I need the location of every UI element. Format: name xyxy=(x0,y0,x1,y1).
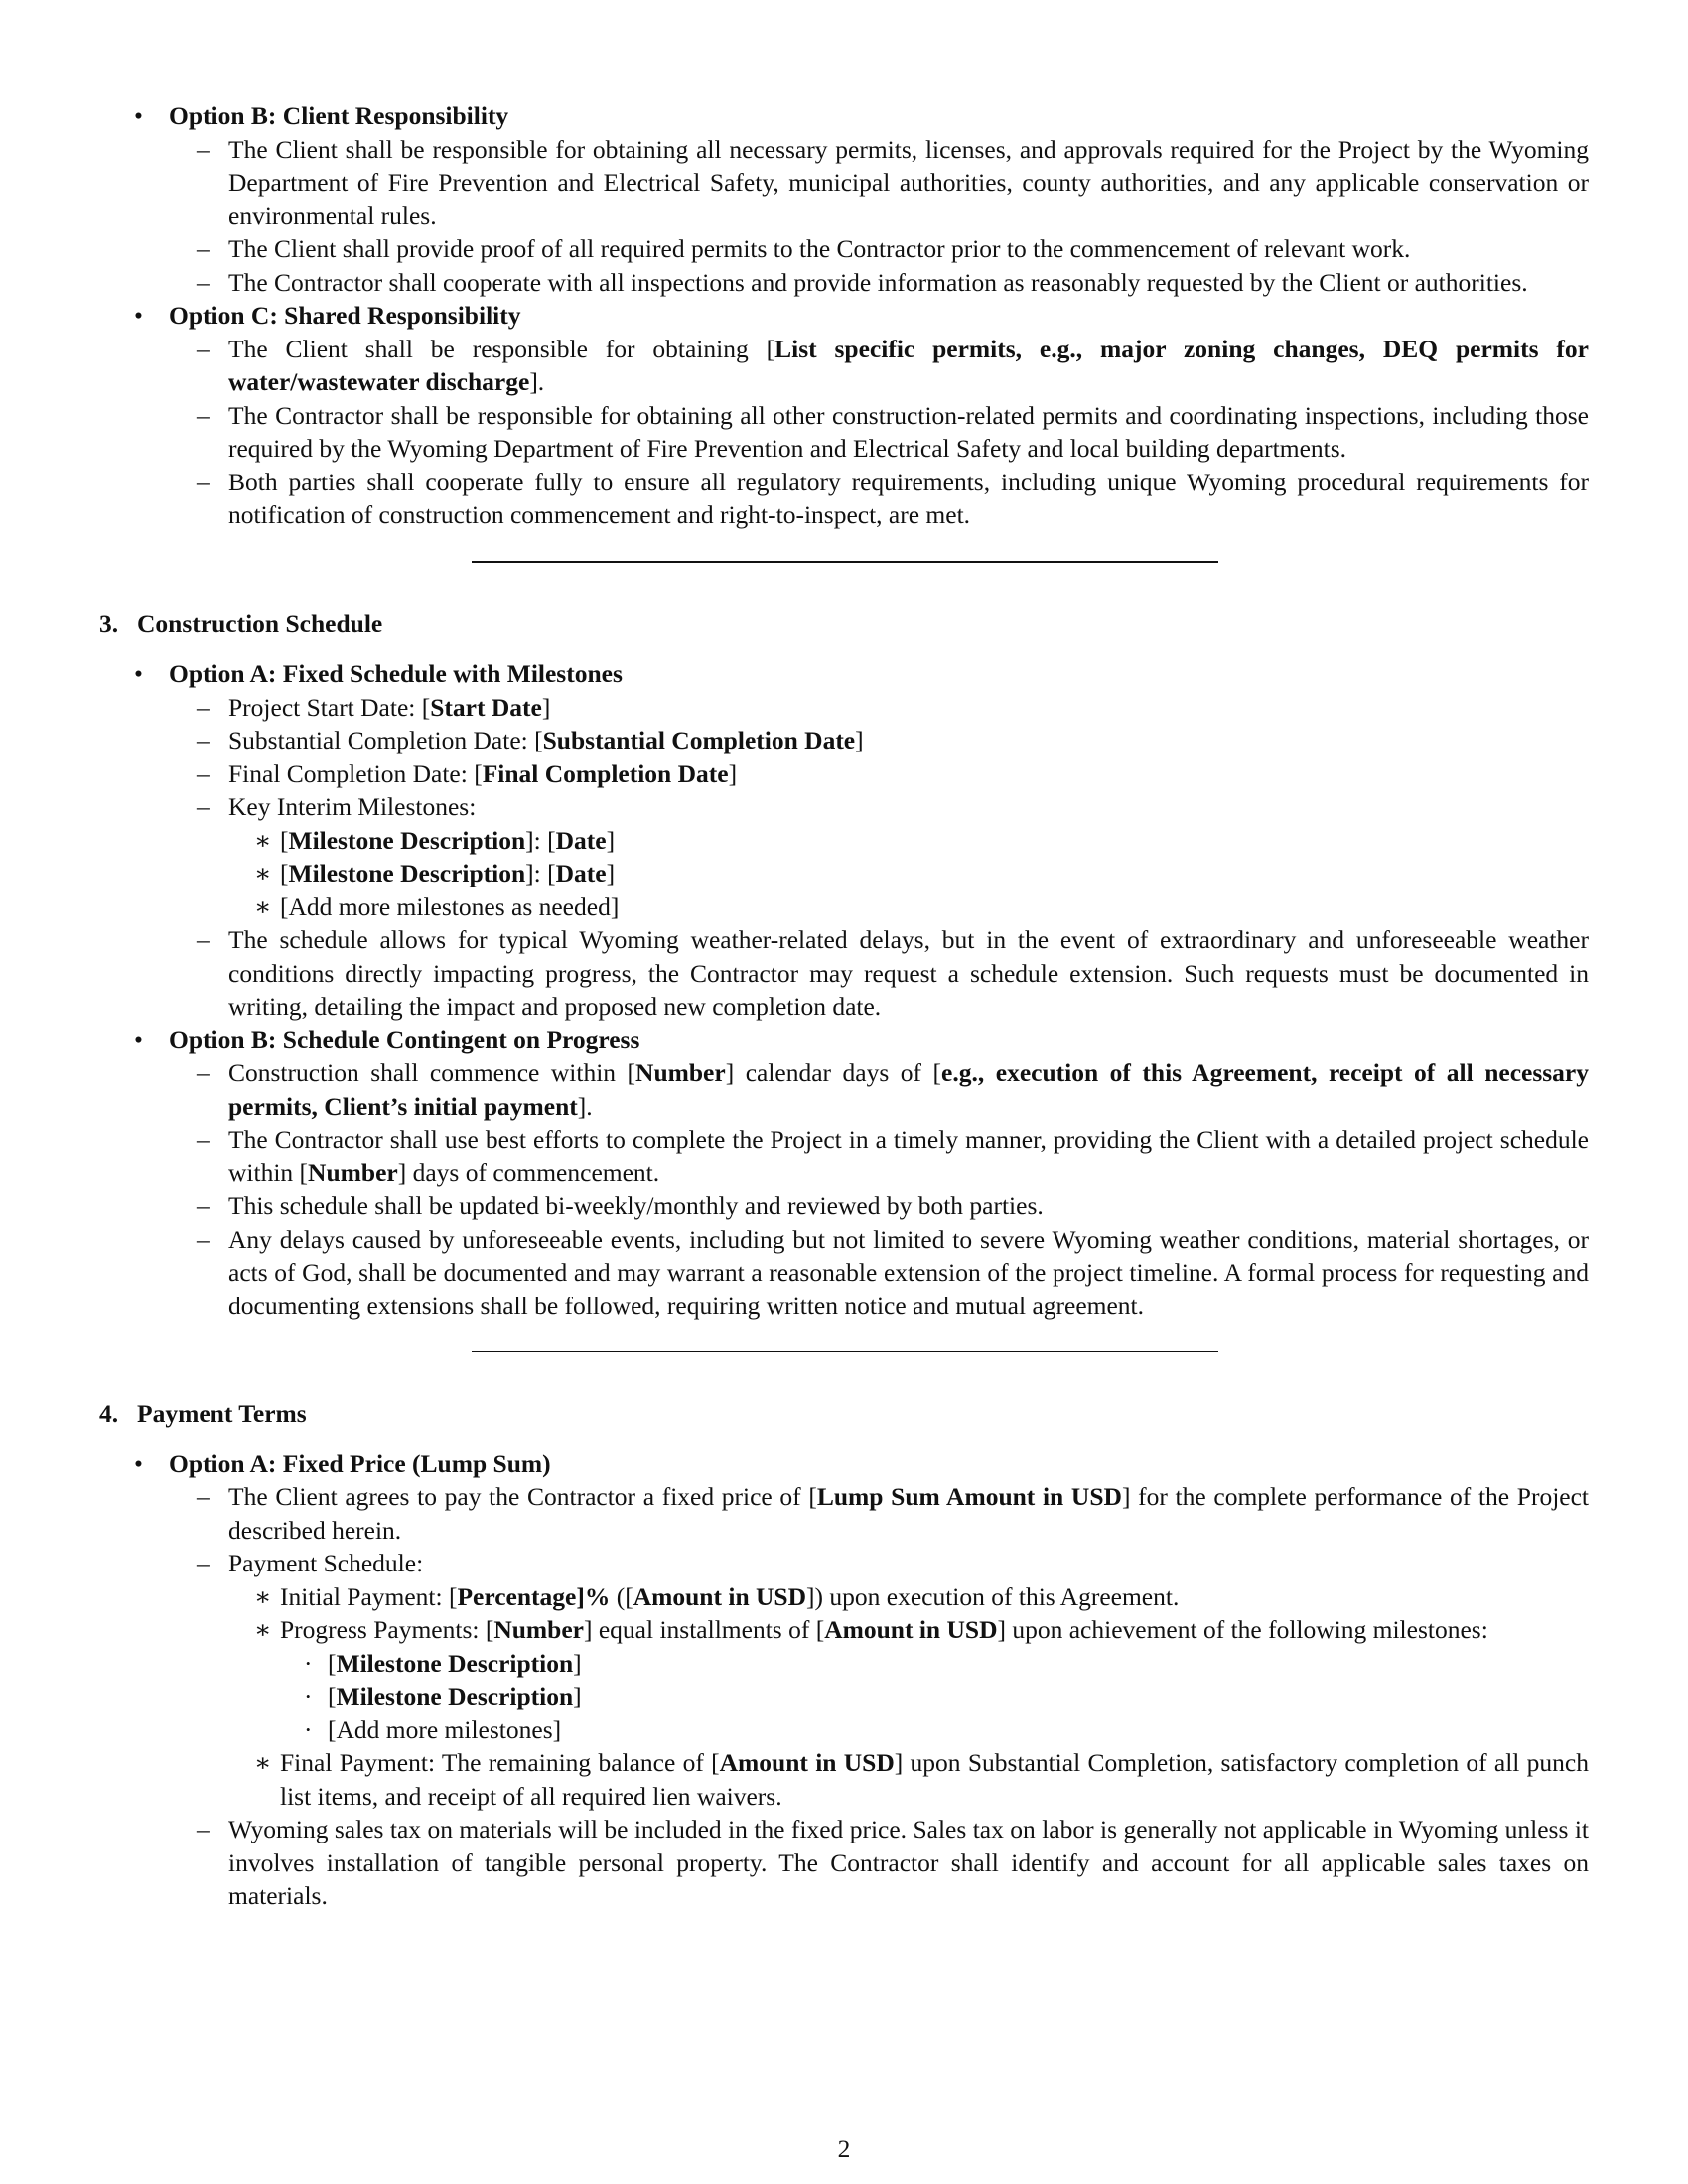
item-text: The schedule allows for typical Wyoming weather-related delays, but in the event of extraordinary and unforeseeable weather conditions directly impacting progress, the Contractor may request a schedule extension. Such requests must be documented in writing, detailing the impact and proposed new completion date. xyxy=(228,925,1589,1021)
list-item: – Project Start Date: [Start Date] xyxy=(197,692,551,722)
list-item: – This schedule shall be updated bi-weekly/monthly and reviewed by both parties. xyxy=(197,1191,1044,1220)
option-title: Option A: Fixed Schedule with Milestones xyxy=(169,659,623,688)
permits-options-list xyxy=(99,99,1589,532)
list-item: – The Contractor shall cooperate with all inspections and provide information as reasonably requested by the Client or authorities. xyxy=(197,267,1528,297)
option-a-fixed-schedule xyxy=(99,657,1589,1024)
item-text: Any delays caused by unforeseeable events, including but not limited to severe Wyoming weather conditions, material shortages, or acts of God, shall be documented and may warrant a reasonable extension of the project timeline. A formal process for requesting and documenting extensions shall be followed, requiring written notice and mutual agreement. xyxy=(228,1224,1589,1320)
item-text: Wyoming sales tax on materials will be included in the fixed price. Sales tax on labor is generally not applicable in Wyoming unless it involves installation of tangible personal property. The Contractor shall identify and account for all applicable sales taxes on materials. xyxy=(228,1815,1589,1910)
section-divider xyxy=(472,561,1218,563)
list-item: – The Client shall be responsible for obtaining all necessary permits, licenses, and approvals required for the Project by the Wyoming Department of Fire Prevention and Electrical Safety, municipal authorities, county authorities, and any applicable conservation or environmental rules. xyxy=(197,134,1589,230)
payment-options-list xyxy=(99,1447,1589,1913)
list-item: – The Contractor shall be responsible for obtaining all other construction-related permits and coordinating inspections, including those required by the Wyoming Department of Fire Prevention and Electrical Safety and local building departments. xyxy=(197,400,1589,463)
schedule-options-list xyxy=(99,657,1589,1322)
option-a-fixed-price xyxy=(99,1447,1589,1913)
page-number: 2 xyxy=(837,2134,851,2163)
bullet-marker: • xyxy=(134,1448,143,1478)
list-item: – Final Completion Date: [Final Completion Date] xyxy=(197,758,738,788)
list-item: – Any delays caused by unforeseeable events, including but not limited to severe Wyoming weather conditions, material shortages, or acts of God, shall be documented and may warrant a reasonable extension of the project timeline. A formal process for requesting and documenting extensions shall be followed, requiring written notice and mutual agreement. xyxy=(197,1224,1589,1320)
option-items xyxy=(169,1056,1589,1322)
placeholder-field: Final Completion Date xyxy=(482,758,729,788)
option-c-shared-responsibility xyxy=(99,299,1589,532)
milestone-list xyxy=(228,824,1589,924)
placeholder-field: List specific permits, e.g., major zoning changes, DEQ permits for water/wastewater discharge xyxy=(228,334,1589,396)
bullet-marker: • xyxy=(134,301,143,330)
option-title: Option B: Client Responsibility xyxy=(169,101,509,130)
option-title: Option B: Schedule Contingent on Progress xyxy=(169,1024,640,1054)
section-number: 4. xyxy=(99,1399,119,1428)
milestone-item: · [Milestone Description] xyxy=(304,1682,582,1710)
milestone-item: ∗ [Milestone Description]: [Date] xyxy=(254,825,616,855)
bullet-marker: • xyxy=(134,101,143,130)
option-items xyxy=(169,333,1589,532)
item-text: This schedule shall be updated bi-weekly/monthly and reviewed by both parties. xyxy=(228,1191,1044,1220)
list-item: – The Client shall be responsible for obtaining [List specific permits, e.g., major zoning changes, DEQ permits for water/wastewater discharge]. xyxy=(197,334,1589,396)
milestone-item: ∗ [Add more milestones as needed] xyxy=(254,891,620,921)
placeholder-field: e.g., execution of this Agreement, receipt of all necessary permits, Client’s initial payment xyxy=(228,1058,1589,1121)
list-item: – Key Interim Milestones: ∗ [Milestone Description]: [Date] ∗ [Milestone Description]: [Date] ∗ [Add more milestones as needed] xyxy=(169,790,1589,923)
option-items xyxy=(169,691,1589,1024)
list-item: – Wyoming sales tax on materials will be included in the fixed price. Sales tax on labor is generally not applicable in Wyoming unless it involves installation of tangible personal property. The Contractor shall identify and account for all applicable sales taxes on materials. xyxy=(197,1815,1589,1910)
bullet-marker: • xyxy=(134,1024,143,1054)
placeholder-field: Lump Sum Amount in USD xyxy=(816,1482,1122,1511)
section-number: 3. xyxy=(99,609,119,638)
section-heading-construction-schedule xyxy=(99,608,1589,641)
list-item: – The Contractor shall use best efforts to complete the Project in a timely manner, providing the Client with a detailed project schedule within [Number] days of commencement. xyxy=(197,1125,1589,1187)
list-item: – Substantial Completion Date: [Substantial Completion Date] xyxy=(197,726,864,754)
list-item: – Payment Schedule: ∗ Initial Payment: [Percentage]% ([Amount in USD]) upon execution of this Agreement. ∗ Progress Payments: [Number] equal installments of [Amount in USD] upon achievement of the following milestones: · [Milestone Description] · [Milestone Description] · [Add more milestones] ∗ Final Payment: The remaining balance of [Amount in USD] upon Substantial Completion, satisfactory completion of all punch list items, and receipt of all required lien waivers. xyxy=(169,1547,1589,1813)
list-item: – The Client agrees to pay the Contractor a fixed price of [Lump Sum Amount in USD] for the complete performance of the Project described herein. xyxy=(197,1482,1590,1545)
item-text: Both parties shall cooperate fully to ensure all regulatory requirements, including unique Wyoming procedural requirements for notification of construction commencement and right-to-inspect, are met. xyxy=(228,467,1589,529)
milestone-item: ∗ [Milestone Description]: [Date] xyxy=(254,859,616,887)
payment-item: ∗ Progress Payments: [Number] equal installments of [Amount in USD] upon achievement of the following milestones: · [Milestone Description] · [Milestone Description] · [Add more milestones] xyxy=(228,1613,1589,1746)
option-b-schedule-contingent xyxy=(99,1024,1589,1323)
milestone-item: · [Milestone Description] xyxy=(304,1648,582,1678)
list-item: – Both parties shall cooperate fully to ensure all regulatory requirements, including unique Wyoming procedural requirements for notification of construction commencement and right-to-inspect, are met. xyxy=(197,467,1589,529)
item-text: The Client shall provide proof of all required permits to the Contractor prior to the commencement of relevant work. xyxy=(228,234,1411,263)
bullet-marker: • xyxy=(134,659,143,688)
payment-item: ∗ Initial Payment: [Percentage]% ([Amount in USD]) upon execution of this Agreement. xyxy=(254,1581,1180,1611)
item-text: The Contractor shall be responsible for obtaining all other construction-related permits and coordinating inspections, including those required by the Wyoming Department of Fire Prevention and Electrical Safety and local building departments. xyxy=(228,400,1589,463)
item-text: The Contractor shall cooperate with all inspections and provide information as reasonably requested by the Client or authorities. xyxy=(228,267,1528,297)
placeholder-field: Substantial Completion Date xyxy=(542,726,856,754)
item-text: The Client shall be responsible for obtaining all necessary permits, licenses, and approvals required for the Project by the Wyoming Department of Fire Prevention and Electrical Safety, municipal authorities, county authorities, and any applicable conservation or environmental rules. xyxy=(228,134,1589,230)
option-items xyxy=(169,1480,1589,1913)
section-heading-payment-terms xyxy=(99,1397,1589,1431)
placeholder-field: Start Date xyxy=(430,692,542,722)
payment-schedule-list xyxy=(228,1580,1589,1814)
option-items xyxy=(169,133,1589,300)
section-title: Payment Terms xyxy=(137,1399,307,1428)
list-item: – The Client shall provide proof of all required permits to the Contractor prior to the commencement of relevant work. xyxy=(197,234,1411,263)
section-title: Construction Schedule xyxy=(137,609,383,638)
list-item: – Construction shall commence within [Number] calendar days of [e.g., execution of this Agreement, receipt of all necessary permits, Client’s initial payment]. xyxy=(197,1058,1589,1121)
list-item: – The schedule allows for typical Wyoming weather-related delays, but in the event of extraordinary and unforeseeable weather conditions directly impacting progress, the Contractor may request a schedule extension. Such requests must be documented in writing, detailing the impact and proposed new completion date. xyxy=(197,925,1589,1021)
milestone-item: · [Add more milestones] xyxy=(304,1714,562,1744)
option-title: Option C: Shared Responsibility xyxy=(169,301,521,330)
payment-item: ∗ Final Payment: The remaining balance of [Amount in USD] upon Substantial Completion, satisfactory completion of all punch list items, and receipt of all required lien waivers. xyxy=(254,1748,1589,1811)
option-b-client-responsibility xyxy=(99,99,1589,299)
progress-milestone-list xyxy=(280,1647,1589,1747)
section-divider xyxy=(472,1351,1218,1352)
option-title: Option A: Fixed Price (Lump Sum) xyxy=(169,1448,551,1478)
document-page xyxy=(99,99,1589,2085)
